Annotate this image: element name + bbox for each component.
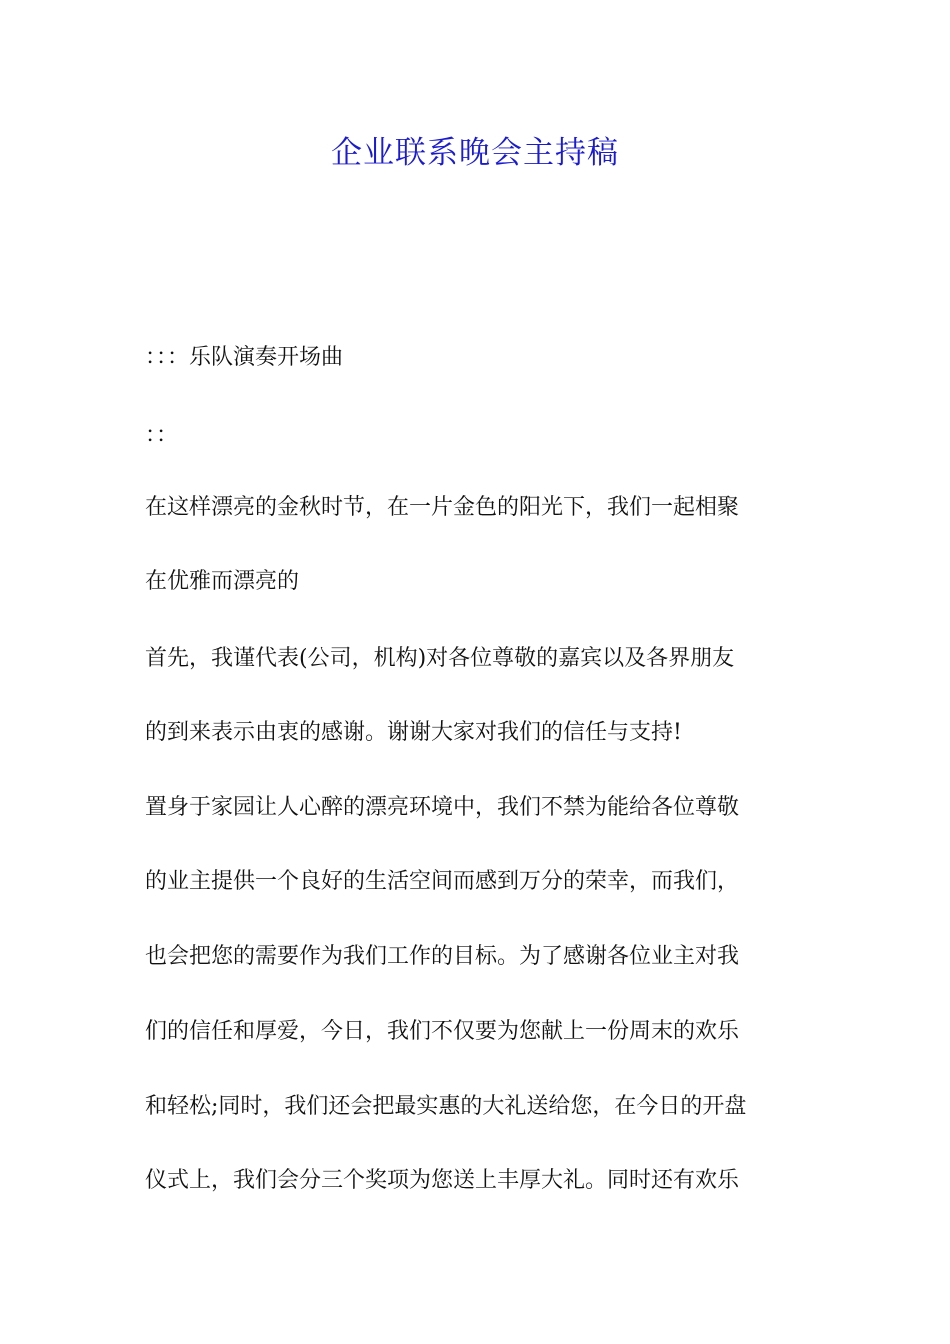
text-line: 的到来表示由衷的感谢。谢谢大家对我们的信任与支持!	[145, 720, 682, 745]
text-line: ：：	[145, 423, 179, 448]
document-title: 企业联系晚会主持稿	[331, 135, 619, 171]
text-line: 置身于家园让人心醉的漂亮环境中，我们不禁为能给各位尊敬	[145, 795, 740, 820]
text-line: 也会把您的需要作为我们工作的目标。为了感谢各位业主对我	[145, 944, 740, 969]
text-line: 在这样漂亮的金秋时节，在一片金色的阳光下，我们一起相聚	[145, 495, 740, 520]
text-line: 首先，我谨代表(公司，机构)对各位尊敬的嘉宾以及各界朋友	[145, 646, 735, 671]
text-line: 和轻松;同时，我们还会把最实惠的大礼送给您，在今日的开盘	[145, 1094, 747, 1119]
text-line: ：：：乐队演奏开场曲	[145, 345, 344, 370]
text-line: 仪式上，我们会分三个奖项为您送上丰厚大礼。同时还有欢乐	[145, 1168, 740, 1193]
text-line: 们的信任和厚爱，今日，我们不仅要为您献上一份周末的欢乐	[145, 1019, 740, 1044]
text-line: 在优雅而漂亮的	[145, 569, 300, 594]
text-line: 的业主提供一个良好的生活空间而感到万分的荣幸，而我们，	[145, 869, 740, 894]
